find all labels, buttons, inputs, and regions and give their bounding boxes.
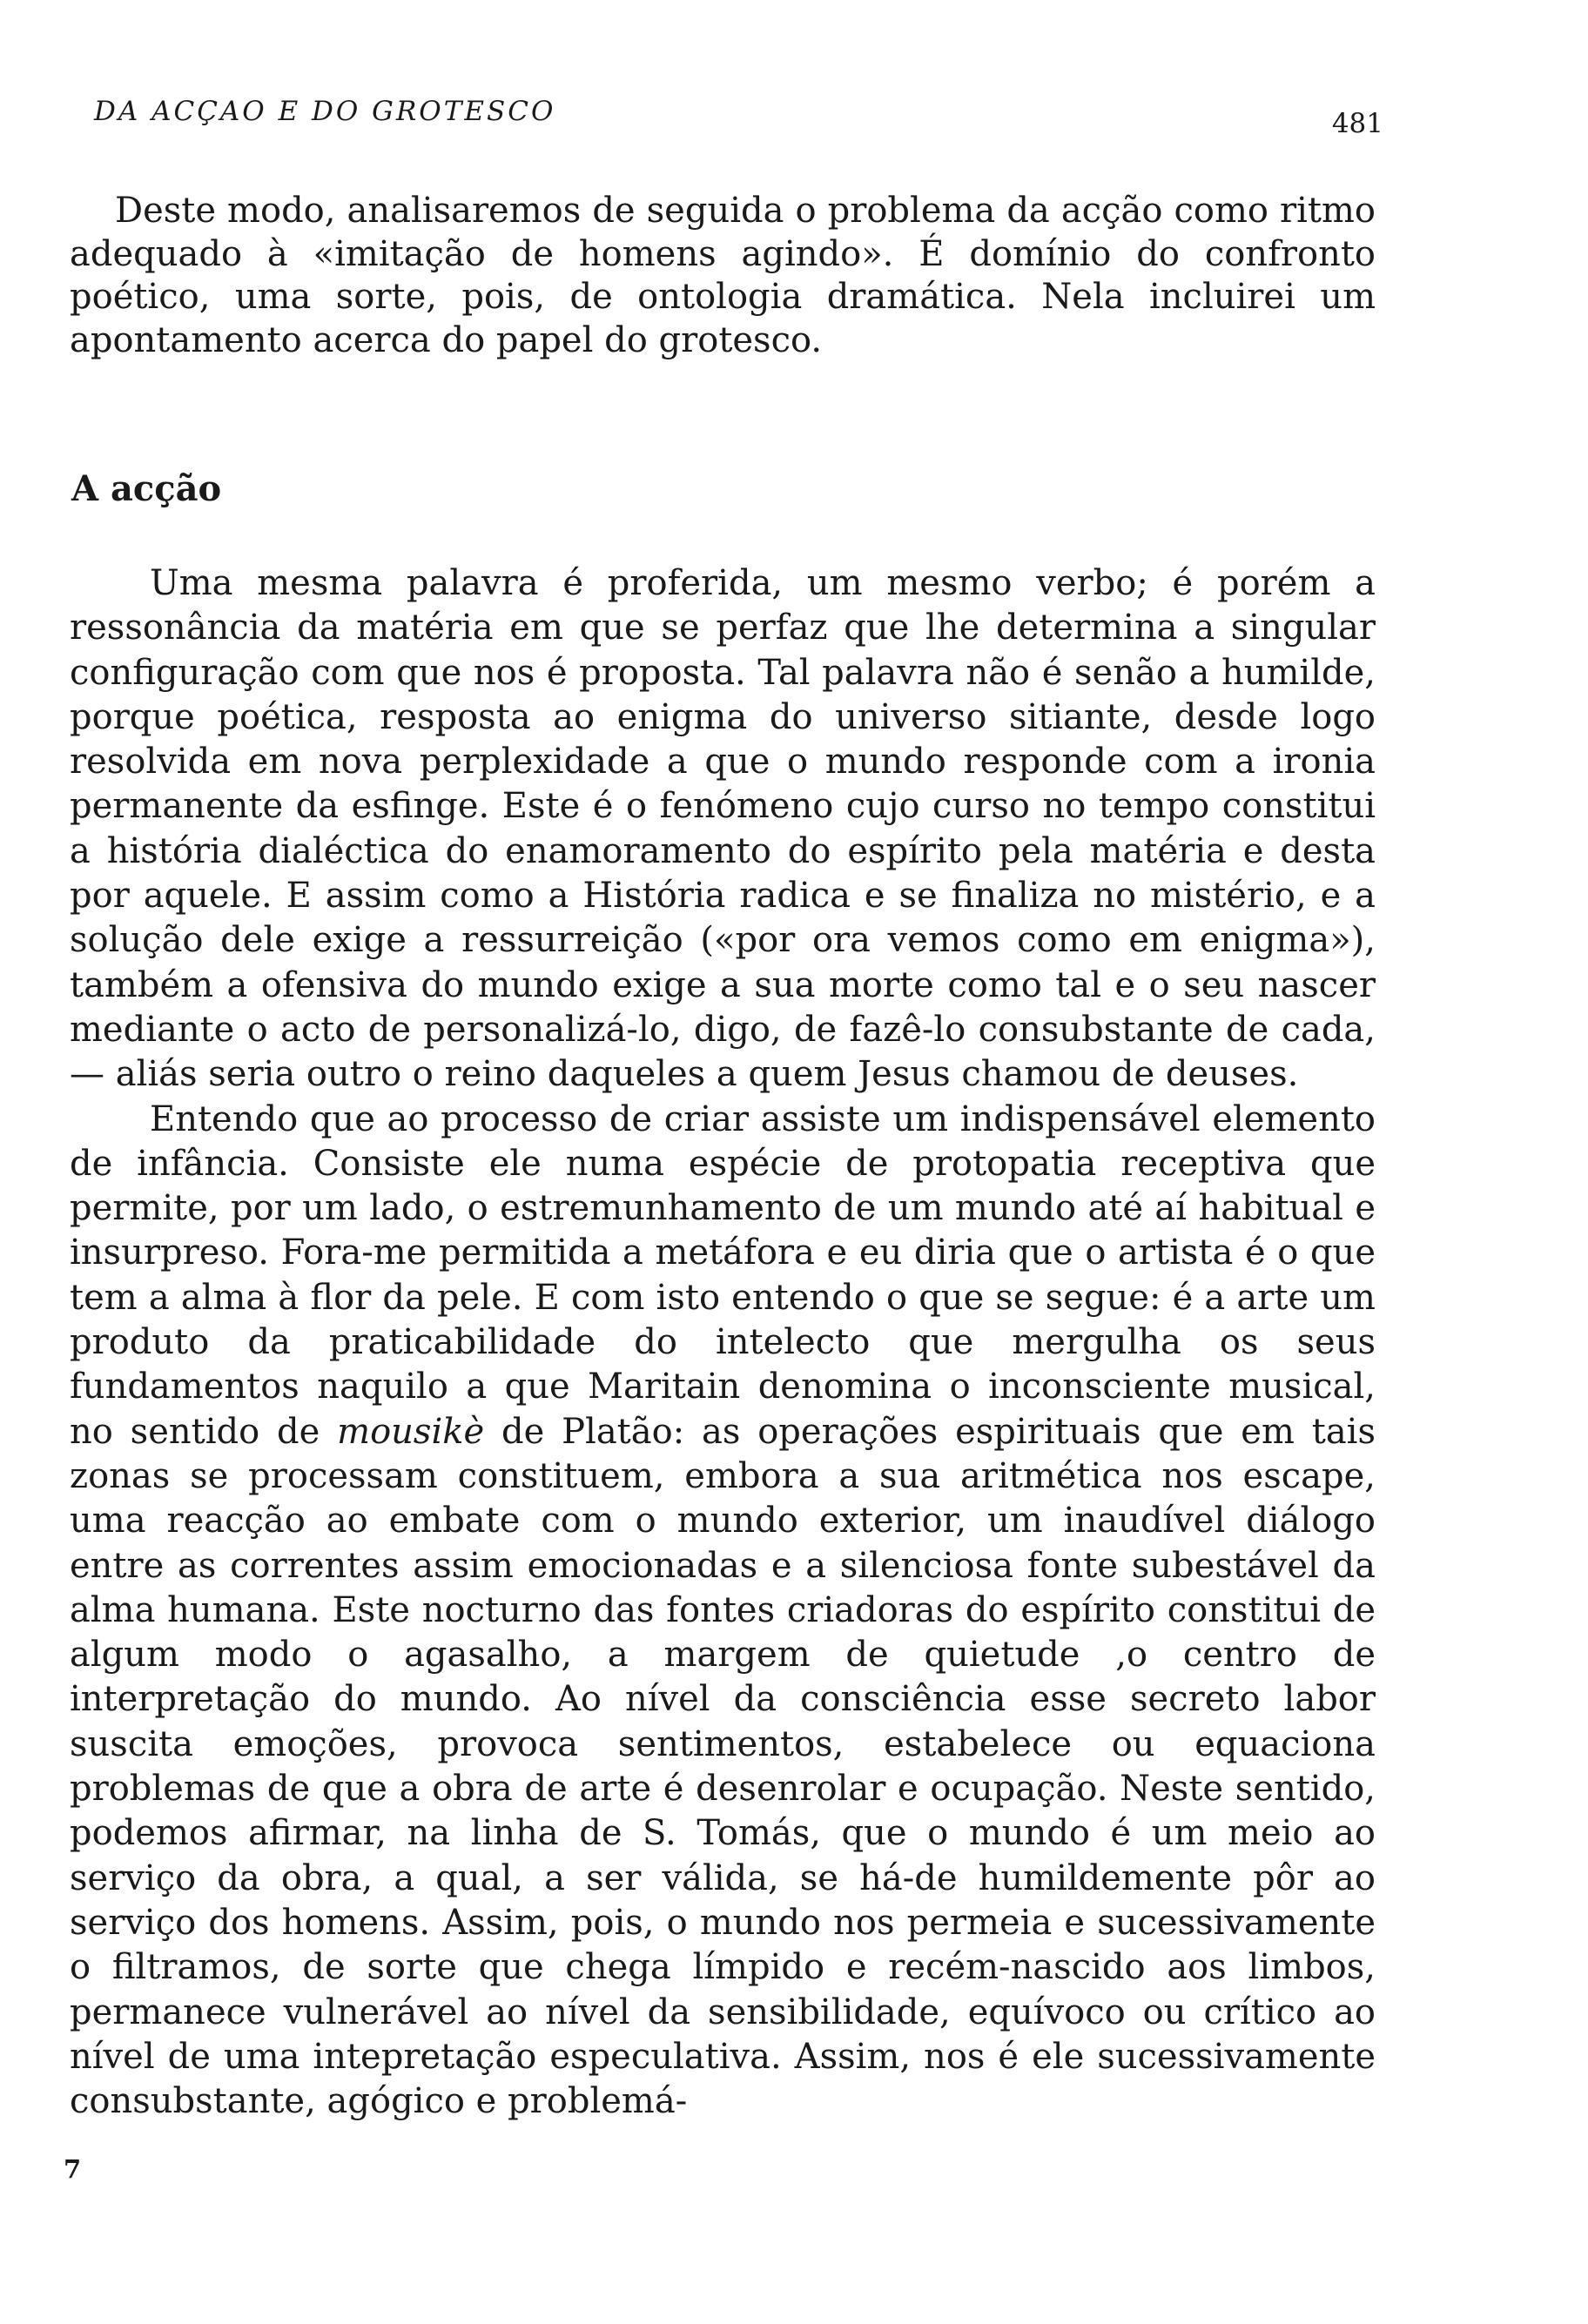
paragraph-2-text-start: Entendo que ao processo de criar assiste um indispensável elemento de infância. Consiste ele numa espécie de protopatia receptiva que permite, por um lado, o estremunhamento de um mundo até aí habitual e insurpreso. Fora-me permitida a metáfora e eu diria que o artista é o que tem a alma à flor da pele. E com isto entendo o que se segue: é a arte um produto da praticabilidade do intelecto que mergulha os seus fundamentos naquilo a que Maritain denomina o inconsciente musical, no sentido de [70,1098,1376,1452]
intro-paragraph [70,190,1376,362]
section-body [70,561,1376,2124]
running-title: DA ACÇAO E DO GROTESCO [94,96,556,127]
body-paragraph-2 [70,1098,1376,2125]
intro-text: Deste modo, analisaremos de seguida o problema da acção como ritmo adequado à «imitação de homens agindo». É domínio do confronto poético, uma sorte, pois, de ontologia dramática. Nela incluirei um apontamento acerca do papel do grotesco. [70,191,1376,360]
emphasized-term: mousikè [337,1411,485,1452]
paragraph-2-text-end: de Platão: as operações espirituais que em tais zonas se processam constituem, embora a sua aritmética nos escape, uma reacção ao embate com o mundo exterior, um inaudível diálogo entre as correntes assim emocionadas e a silenciosa fonte subestável da alma humana. Este nocturno das fontes criadoras do espírito constitui de algum modo o agasalho, a margem de quietude ,o centro de interpretação do mundo. Ao nível da consciência esse secreto labor suscita emoções, provoca sentimentos, estabelece ou equaciona problemas de que a obra de arte é desenrolar e ocupação. Neste sentido, podemos afirmar, na linha de S. Tomás, que o mundo é um meio ao serviço da obra, a qual, a ser válida, se há-de humildemente pôr ao serviço dos homens. Assim, pois, o mundo nos permeia e sucessivamente o filtramos, de sorte que chega límpido e recém-nascido aos limbos, permanece vulnerável ao nível da sensibilidade, equívoco ou crítico ao nível de uma intepretação especulativa. Assim, nos é ele sucessivamente consubstante, agógico e problemá- [70,1411,1376,2122]
body-paragraph-1: Uma mesma palavra é proferida, um mesmo verbo; é porém a ressonância da matéria em que se perfaz que lhe determina a singular configuração com que nos é proposta. Tal palavra não é senão a humilde, porque poética, resposta ao enigma do universo sitiante, desde logo resolvida em nova perplexidade a que o mundo responde com a ironia permanente da esfinge. Este é o fenómeno cujo curso no tempo constitui a história dialéctica do enamoramento do espírito pela matéria e desta por aquele. E assim como a História radica e se finaliza no mistério, e a solução dele exige a ressurreição («por ora vemos como em enigma»), também a ofensiva do mundo exige a sua morte como tal e o seu nascer mediante o acto de personalizá-lo, digo, de fazê-lo consubstante de cada, — aliás seria outro o reino daqueles a quem Jesus chamou de deuses. [70,563,1376,1095]
page-number: 481 [1331,108,1383,139]
book-page [64,87,1383,2237]
section-heading: A acção [71,468,222,509]
signature-mark: 7 [64,2154,82,2184]
